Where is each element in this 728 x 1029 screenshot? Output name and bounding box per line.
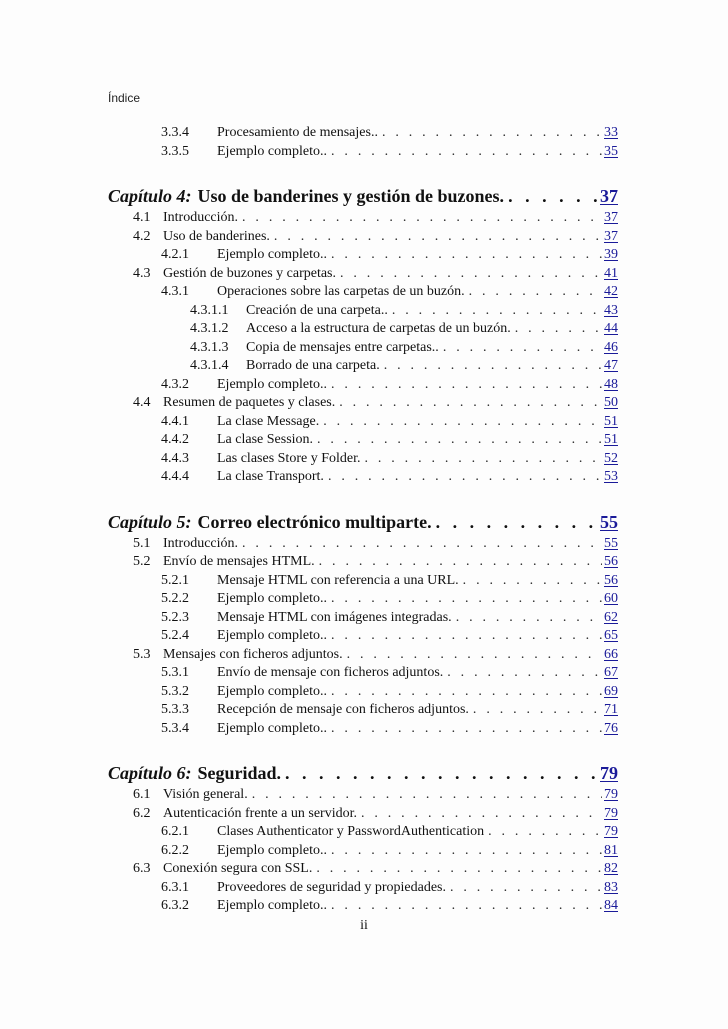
toc-entry[interactable] (108, 553, 618, 571)
entry-title: Ejemplo completo.. (217, 628, 328, 643)
entry-title: Las clases Store y Folder. (217, 450, 361, 466)
dot-leader (331, 376, 602, 394)
toc-entry[interactable] (108, 590, 618, 608)
entry-number: 4.3.1.1 (190, 302, 229, 318)
entry-number: 4.3.2 (161, 376, 189, 392)
entry-title: La clase Session. (217, 432, 314, 447)
dot-leader (508, 184, 598, 208)
page-link[interactable]: 37 (604, 228, 618, 244)
toc-entry[interactable] (108, 897, 618, 915)
toc-entry[interactable] (108, 376, 618, 394)
entry-title: Envío de mensajes HTML. (163, 554, 315, 569)
entry-title: Creación de una carpeta.. (246, 302, 388, 318)
entry-number: 4.3.1.3 (190, 339, 229, 355)
page-link[interactable]: 76 (604, 720, 618, 736)
toc-entry[interactable] (108, 805, 618, 823)
page-link[interactable]: 79 (600, 763, 618, 783)
dot-leader (328, 468, 602, 486)
entry-number: 4.2.1 (161, 247, 189, 262)
entry-title: Visión general. (163, 787, 248, 802)
page-link[interactable]: 50 (604, 395, 618, 410)
toc-entry[interactable] (108, 228, 618, 246)
entry-number: 6.2.1 (161, 824, 189, 839)
dot-leader (285, 761, 598, 785)
dot-leader (331, 683, 602, 701)
dot-leader (384, 357, 602, 375)
entry-number: 6.1 (133, 787, 151, 802)
entry-number: 5.3 (133, 646, 151, 662)
entry-title: Mensaje HTML con imágenes integradas. (217, 609, 452, 625)
entry-title: Introducción. (163, 210, 239, 225)
entry-title: Uso de banderines y gestión de buzones. (197, 186, 505, 206)
entry-number: 5.1 (133, 535, 151, 551)
page-link[interactable]: 66 (604, 646, 618, 662)
entry-number: 4.4.2 (161, 432, 189, 447)
entry-title: La clase Message. (217, 413, 320, 429)
entry-title: Procesamiento de mensajes.. (217, 125, 378, 140)
entry-number: 4.4 (133, 395, 151, 410)
toc-entry[interactable] (108, 302, 618, 320)
entry-number: 5.2.4 (161, 628, 189, 643)
entry-title: Ejemplo completo.. (217, 591, 328, 606)
dot-leader (436, 510, 598, 534)
toc-entry[interactable] (108, 450, 618, 468)
toc-entry[interactable] (108, 683, 618, 701)
toc-entry[interactable] (108, 535, 618, 553)
dot-leader (242, 209, 602, 227)
toc-entry[interactable] (108, 627, 618, 645)
page-link[interactable]: 55 (600, 511, 618, 532)
dot-leader (469, 283, 602, 301)
dot-leader (242, 535, 602, 553)
toc-entry[interactable] (108, 860, 618, 878)
toc-entry[interactable] (108, 339, 618, 357)
dot-leader (274, 228, 602, 246)
dot-leader (488, 823, 602, 841)
page-link[interactable]: 79 (604, 805, 618, 821)
entry-title: Clases Authenticator y PasswordAuthentication (217, 824, 485, 839)
dot-leader (361, 805, 602, 823)
page-link[interactable]: 79 (604, 824, 618, 839)
page-link[interactable]: 51 (604, 413, 618, 429)
entry-title: Resumen de paquetes y clases. (163, 395, 336, 410)
toc-entry[interactable] (108, 246, 618, 264)
page-link[interactable]: 48 (604, 376, 618, 392)
entry-title: Acceso a la estructura de carpetas de un buzón. (246, 321, 511, 336)
entry-title: Envío de mensaje con ficheros adjuntos. (217, 665, 444, 680)
dot-leader (331, 143, 602, 161)
dot-leader (331, 897, 602, 915)
toc-entry[interactable] (108, 761, 618, 785)
entry-title: Borrado de una carpeta. (246, 358, 380, 373)
dot-leader (364, 450, 602, 468)
entry-title: Ejemplo completo.. (217, 842, 328, 858)
dot-leader (463, 572, 602, 590)
dot-leader (392, 302, 602, 320)
page-link[interactable]: 39 (604, 247, 618, 262)
entry-number: 3.3.4 (161, 125, 189, 140)
toc-entry[interactable] (108, 572, 618, 590)
toc-entry[interactable] (108, 468, 618, 486)
dot-leader (450, 879, 602, 897)
entry-number: Capítulo 6: (108, 763, 192, 783)
entry-number: 6.2.2 (161, 842, 189, 858)
page-link[interactable]: 33 (604, 125, 618, 140)
dot-leader (319, 553, 602, 571)
entry-title: Correo electrónico multiparte. (197, 511, 432, 532)
toc-entry[interactable] (108, 842, 618, 860)
toc-entry[interactable] (108, 265, 618, 283)
running-head: Índice (108, 91, 141, 105)
page-link[interactable]: 35 (604, 143, 618, 159)
toc-entry[interactable] (108, 413, 618, 431)
entry-title: Ejemplo completo.. (217, 683, 328, 699)
dot-leader (331, 590, 602, 608)
entry-title: Mensajes con ficheros adjuntos. (163, 646, 343, 662)
toc-entry[interactable] (108, 823, 618, 841)
entry-number: 6.3.1 (161, 879, 189, 895)
toc-entry[interactable] (108, 664, 618, 682)
dot-leader (316, 860, 602, 878)
dot-leader (347, 646, 602, 664)
page-link[interactable]: 56 (604, 572, 618, 588)
toc-entry[interactable] (108, 879, 618, 897)
entry-number: Capítulo 4: (108, 186, 192, 206)
toc-entry[interactable] (108, 394, 618, 412)
entry-title: Seguridad. (197, 763, 282, 783)
dot-leader (443, 339, 602, 357)
page-link[interactable]: 60 (604, 591, 618, 606)
page-link[interactable]: 83 (604, 879, 618, 895)
toc-entry[interactable] (108, 431, 618, 449)
entry-title: Ejemplo completo.. (217, 898, 328, 913)
entry-number: 4.4.1 (161, 413, 189, 429)
dot-leader (331, 720, 602, 738)
toc-entry[interactable] (108, 609, 618, 627)
dot-leader (323, 413, 602, 431)
page-link[interactable]: 37 (604, 210, 618, 225)
toc-entry[interactable] (108, 143, 618, 161)
dot-leader (473, 701, 602, 719)
dot-leader (331, 627, 602, 645)
entry-title: Gestión de buzones y carpetas. (163, 265, 336, 281)
page-link[interactable]: 42 (604, 284, 618, 299)
entry-number: 4.4.3 (161, 450, 189, 466)
entry-number: 4.1 (133, 210, 151, 225)
entry-number: 5.2.2 (161, 591, 189, 606)
page-link[interactable]: 52 (604, 450, 618, 466)
page-link[interactable]: 56 (604, 554, 618, 569)
page-link[interactable]: 71 (604, 702, 618, 717)
page-link[interactable]: 53 (604, 469, 618, 484)
page-link[interactable]: 81 (604, 842, 618, 858)
page-link[interactable]: 62 (604, 609, 618, 625)
page-link[interactable]: 44 (604, 321, 618, 336)
page-link[interactable]: 41 (604, 265, 618, 281)
entry-title: Ejemplo completo.. (217, 720, 328, 736)
entry-number: 4.3.1 (161, 284, 189, 299)
entry-title: Mensaje HTML con referencia a una URL. (217, 572, 459, 588)
toc-entry[interactable] (108, 720, 618, 738)
entry-title: La clase Transport. (217, 469, 324, 484)
entry-number: Capítulo 5: (108, 511, 192, 532)
toc-entry[interactable] (108, 283, 618, 301)
entry-title: Recepción de mensaje con ficheros adjuntos. (217, 702, 469, 717)
entry-title: Introducción. (163, 535, 239, 551)
entry-title: Ejemplo completo.. (217, 376, 328, 392)
toc-entry[interactable] (108, 320, 618, 338)
page-link[interactable]: 51 (604, 432, 618, 447)
page-link[interactable]: 82 (604, 861, 618, 876)
entry-number: 5.3.2 (161, 683, 189, 699)
toc-entry[interactable] (108, 357, 618, 375)
entry-number: 5.2 (133, 554, 151, 569)
entry-number: 4.2 (133, 228, 151, 244)
page-link[interactable]: 37 (600, 186, 618, 206)
page-link[interactable]: 69 (604, 683, 618, 699)
toc-entry[interactable] (108, 646, 618, 664)
entry-number: 4.3.1.2 (190, 321, 229, 336)
toc-entry[interactable] (108, 510, 618, 534)
entry-number: 6.3 (133, 861, 151, 876)
dot-leader (317, 431, 602, 449)
entry-number: 6.2 (133, 805, 151, 821)
page-link[interactable]: 84 (604, 898, 618, 913)
entry-number: 5.2.3 (161, 609, 189, 625)
dot-leader (331, 842, 602, 860)
dot-leader (382, 124, 602, 142)
dot-leader (515, 320, 602, 338)
entry-title: Uso de banderines. (163, 228, 270, 244)
page-link[interactable]: 46 (604, 339, 618, 355)
entry-title: Autenticación frente a un servidor. (163, 805, 357, 821)
page-link[interactable]: 65 (604, 628, 618, 643)
entry-title: Ejemplo completo.. (217, 247, 328, 262)
entry-title: Conexión segura con SSL. (163, 861, 313, 876)
entry-number: 4.3 (133, 265, 151, 281)
entry-number: 5.3.3 (161, 702, 189, 717)
toc-entry[interactable] (108, 124, 618, 142)
entry-title: Copia de mensajes entre carpetas.. (246, 339, 439, 355)
entry-title: Ejemplo completo.. (217, 143, 328, 159)
dot-leader (456, 609, 602, 627)
toc-entry[interactable] (108, 786, 618, 804)
entry-number: 5.2.1 (161, 572, 189, 588)
entry-number: 3.3.5 (161, 143, 189, 159)
page-link[interactable]: 67 (604, 665, 618, 680)
entry-title: Proveedores de seguridad y propiedades. (217, 879, 446, 895)
page-link[interactable]: 47 (604, 358, 618, 373)
dot-leader (252, 786, 602, 804)
page-link[interactable]: 55 (604, 535, 618, 551)
dot-leader (339, 394, 602, 412)
toc-entry[interactable] (108, 701, 618, 719)
page-link[interactable]: 43 (604, 302, 618, 318)
toc-entry[interactable] (108, 209, 618, 227)
entry-number: 4.4.4 (161, 469, 189, 484)
entry-number: 5.3.1 (161, 665, 189, 680)
entry-number: 4.3.1.4 (190, 358, 229, 373)
dot-leader (340, 265, 602, 283)
page-number: ii (360, 918, 368, 933)
dot-leader (331, 246, 602, 264)
toc-entry[interactable] (108, 184, 618, 208)
entry-number: 5.3.4 (161, 720, 189, 736)
dot-leader (447, 664, 602, 682)
entry-number: 6.3.2 (161, 898, 189, 913)
page-link[interactable]: 79 (604, 787, 618, 802)
entry-title: Operaciones sobre las carpetas de un buzón. (217, 284, 465, 299)
